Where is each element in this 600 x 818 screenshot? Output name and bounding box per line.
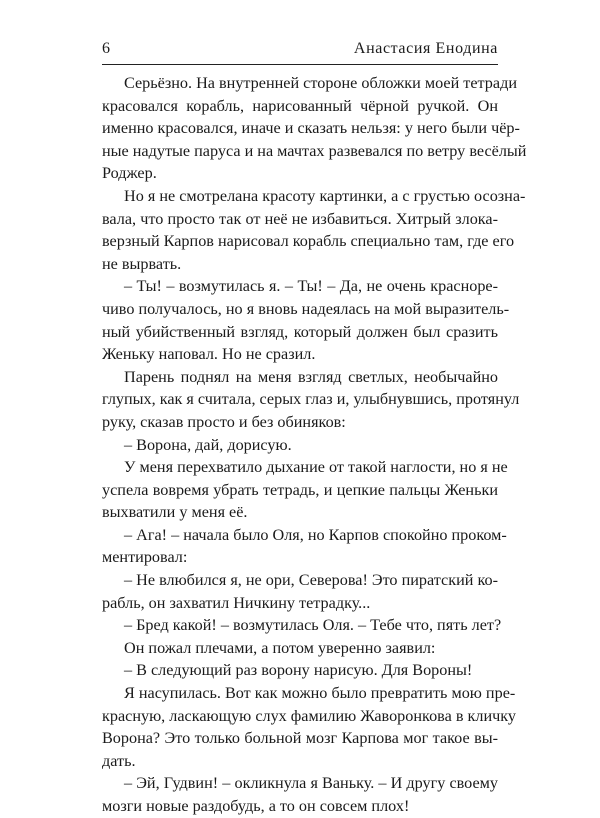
text-line: Роджер. bbox=[102, 164, 157, 183]
text-line: мозги новые раздобудь, а то он совсем плох! bbox=[102, 797, 410, 815]
text-line: красовался корабль, нарисованный чёрной ручкой. Он bbox=[102, 96, 498, 115]
running-title: Анастасия Енодина bbox=[353, 40, 498, 57]
text-line: Серьёзно. На внутренней стороне обложки моей тетради bbox=[124, 74, 517, 92]
text-line: рабль, он захватил Ничкину тетрадку... bbox=[102, 593, 371, 612]
text-line: – Бред какой! – возмутилась Оля. – Тебе что, пять лет? bbox=[124, 616, 502, 635]
text-line: успела вовремя убрать тетрадь, и цепкие пальцы Женьки bbox=[102, 480, 498, 499]
text-line: вала, что просто так от неё не избавиться. Хитрый злока- bbox=[102, 209, 498, 228]
text-line: выхватили у меня её. bbox=[102, 503, 248, 522]
text-line: Ворона? Это только больной мозг Карпова мог такое вы- bbox=[102, 729, 498, 748]
text-line: – Ты! – возмутилась я. – Ты! – Да, не очень красноре- bbox=[124, 277, 498, 296]
text-line: Женьку наповал. Но не сразил. bbox=[102, 345, 316, 364]
text-line: Парень поднял на меня взгляд светлых, необычайно bbox=[124, 367, 498, 386]
text-line: Но я не смотрелана красоту картинки, а с грустью осозна- bbox=[124, 186, 526, 205]
page-header bbox=[102, 38, 498, 65]
text-line: не вырвать. bbox=[102, 254, 182, 273]
body-text bbox=[102, 72, 527, 818]
text-line: – Не влюбился я, не ори, Северова! Это пиратский ко- bbox=[124, 571, 498, 590]
text-line: ные надутые паруса и на мачтах развевался по ветру весёлый bbox=[102, 141, 527, 160]
text-line: глупых, как я считала, серых глаз и, улыбнувшись, протянул bbox=[102, 390, 520, 409]
text-line: красную, ласкающую слух фамилию Жаворонкова в кличку bbox=[102, 706, 516, 725]
text-line: У меня перехватило дыхание от такой наглости, но я не bbox=[124, 458, 508, 477]
text-line: – Ага! – начала было Оля, но Карпов спокойно проком- bbox=[124, 525, 507, 544]
text-line: Он пожал плечами, а потом уверенно заявил: bbox=[124, 638, 436, 657]
text-line: руку, сказав просто и без обиняков: bbox=[102, 412, 346, 431]
text-line: именно красовался, иначе и сказать нельзя: у него были чёр- bbox=[102, 119, 520, 138]
page-number: 6 bbox=[102, 40, 110, 57]
text-line: дать. bbox=[102, 751, 136, 770]
text-line: чиво получалось, но я вновь надеялась на мой выразитель- bbox=[102, 299, 510, 318]
text-line: – Ворона, дай, дорисую. bbox=[124, 435, 292, 454]
text-line: – Эй, Гудвин! – окликнула я Ваньку. – И другу своему bbox=[124, 774, 498, 793]
text-line: ментировал: bbox=[102, 548, 188, 567]
text-line: Я насупилась. Вот как можно было превратить мою пре- bbox=[124, 684, 516, 703]
text-line: верзный Карпов нарисовал корабль специально там, где его bbox=[102, 232, 515, 251]
text-line: ный убийственный взгляд, который должен был сразить bbox=[102, 322, 498, 341]
text-line: – В следующий раз ворону нарисую. Для Вороны! bbox=[124, 661, 473, 680]
